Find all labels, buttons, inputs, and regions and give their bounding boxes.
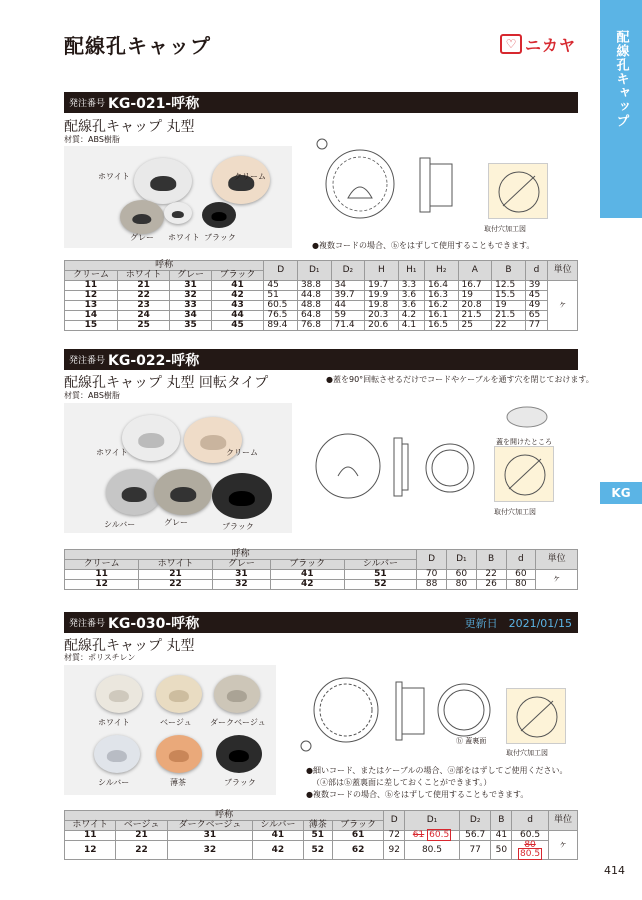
table-header-cell: ブラック (332, 821, 384, 831)
table-cell: 31 (167, 831, 252, 841)
table-cell: 19.7 (365, 281, 399, 291)
spec-table-kg030 (64, 810, 578, 860)
table-cell: 51 (344, 570, 417, 580)
table-cell: 60.5 (512, 831, 549, 841)
table-cell: ヶ (536, 570, 578, 590)
table-cell: 60.5 (264, 301, 298, 311)
table-cell: 43 (211, 301, 264, 311)
table-cell: 56.7 (459, 831, 491, 841)
table-cell: 19 (458, 291, 492, 301)
table-header-cell: D (384, 811, 405, 831)
drawing-label: 取付穴加工図 (494, 508, 536, 516)
section-header-kg022: 発注番号 KG-022-呼称 (64, 349, 578, 370)
table-cell: 11 (65, 831, 116, 841)
product-photo: ホワイト クリーム グレー ホワイト ブラック (64, 146, 292, 248)
table-cell: 45 (264, 281, 298, 291)
back-label: ⓑ 蓋裏面 (456, 737, 487, 745)
mounting-hole-diagram (506, 688, 566, 744)
table-cell: 14 (65, 311, 118, 321)
table-cell: 41 (270, 570, 344, 580)
table-cell: 21 (116, 831, 167, 841)
table-cell: 88 (417, 580, 447, 590)
table-cell: 31 (212, 570, 270, 580)
table-cell: 22 (116, 841, 167, 860)
table-cell: 19.8 (365, 301, 399, 311)
table-cell: 12 (65, 291, 118, 301)
table-cell: 16.2 (424, 301, 458, 311)
table-header-cell: シルバー (344, 560, 417, 570)
technical-drawing (312, 416, 492, 512)
section-header-kg021: 発注番号 KG-021-呼称 (64, 92, 578, 113)
table-cell: 52 (303, 841, 332, 860)
section-note: ●蓋を90°回転させるだけでコードやケーブルを通す穴を閉じておけます。 (326, 375, 594, 384)
table-header-cell: ベージュ (116, 821, 167, 831)
material-text: 材質：ABS樹脂 (64, 391, 120, 400)
table-cell (405, 831, 460, 841)
table-cell: 16.7 (458, 281, 492, 291)
old-value: 61 (412, 830, 425, 840)
order-code: KG-022-呼称 (108, 352, 200, 369)
page-title: 配線孔キャップ (64, 34, 211, 58)
table-header-cell: ダークベージュ (167, 821, 252, 831)
table-row (65, 570, 578, 580)
product-photo: ホワイト クリーム シルバー グレー ブラック (64, 403, 292, 533)
table-cell: 16.5 (424, 321, 458, 331)
table-header-cell: 呼称 (65, 261, 264, 271)
table-cell: 31 (170, 281, 211, 291)
table-cell: 80.5 (405, 841, 460, 860)
table-header-cell: ブラック (211, 271, 264, 281)
table-cell: 32 (170, 291, 211, 301)
table-cell: 44 (211, 311, 264, 321)
table-cell: 41 (491, 831, 512, 841)
table-cell: 52 (344, 580, 417, 590)
table-header-cell: A (458, 261, 492, 281)
table-cell: 26 (476, 580, 506, 590)
table-header-cell: H₁ (398, 261, 424, 281)
table-cell: 48.8 (297, 301, 331, 311)
table-cell: 42 (270, 580, 344, 590)
section-note: ●複数コードの場合、ⓑをはずして使用することもできます。 (312, 241, 535, 250)
table-cell: 22 (117, 291, 170, 301)
table-cell: 23 (117, 301, 170, 311)
table-row (65, 281, 578, 291)
table-header-cell: クリーム (65, 560, 139, 570)
open-cap-illustration (502, 403, 552, 431)
table-cell: 51 (264, 291, 298, 301)
table-header-cell: D₂ (459, 811, 491, 831)
mounting-hole-diagram (488, 163, 548, 219)
table-cell: 42 (211, 291, 264, 301)
table-cell: 32 (212, 580, 270, 590)
table-header-cell: グレー (170, 271, 211, 281)
table-cell: 44.8 (297, 291, 331, 301)
table-header-cell: 単位 (548, 261, 578, 281)
material-text: 材質：ポリスチレン (64, 653, 136, 662)
table-cell: 4.1 (398, 321, 424, 331)
table-header-cell: D₂ (331, 261, 365, 281)
table-cell: 77 (525, 321, 548, 331)
table-cell: 62 (332, 841, 384, 860)
table-row (65, 841, 578, 860)
table-header-cell: H₂ (424, 261, 458, 281)
table-row (65, 321, 578, 331)
table-cell: 21 (139, 570, 213, 580)
table-cell: 22 (476, 570, 506, 580)
table-cell: 19 (492, 301, 526, 311)
table-cell: 16.3 (424, 291, 458, 301)
table-cell: 11 (65, 281, 118, 291)
table-cell: 3.6 (398, 291, 424, 301)
table-header-cell: D (417, 550, 447, 570)
order-code: KG-021-呼称 (108, 95, 200, 112)
product-subtitle: 配線孔キャップ 丸型 (64, 638, 195, 654)
kg-index-tab[interactable]: KG (600, 482, 642, 504)
table-header-cell: クリーム (65, 271, 118, 281)
table-cell: 44 (331, 301, 365, 311)
table-cell: 12.5 (492, 281, 526, 291)
table-cell: 3.3 (398, 281, 424, 291)
drawing-label: 取付穴加工図 (506, 749, 548, 757)
table-cell: 11 (65, 570, 139, 580)
table-cell: 77 (459, 841, 491, 860)
table-cell: 80 (506, 580, 536, 590)
table-cell: 15 (65, 321, 118, 331)
table-cell: 92 (384, 841, 405, 860)
table-cell: 76.8 (297, 321, 331, 331)
product-subtitle: 配線孔キャップ 丸型 回転タイプ (64, 375, 269, 391)
table-cell: 16.1 (424, 311, 458, 321)
table-header-cell: B (476, 550, 506, 570)
table-cell: 45 (525, 291, 548, 301)
table-cell: 4.2 (398, 311, 424, 321)
table-cell: 45 (211, 321, 264, 331)
spec-table-kg022 (64, 549, 578, 590)
brand-name: ニカヤ (525, 35, 577, 55)
table-header-cell: d (512, 811, 549, 831)
table-cell: 22 (492, 321, 526, 331)
open-label: 蓋を開けたところ (496, 438, 552, 446)
drawing-label: 取付穴加工図 (484, 225, 526, 233)
table-cell: 39.7 (331, 291, 365, 301)
table-cell (512, 841, 549, 860)
heart-logo-icon: ♡ (500, 34, 522, 54)
table-cell: 21.5 (458, 311, 492, 321)
revised-value: 60.5 (429, 830, 450, 840)
table-header-cell: D₁ (447, 550, 477, 570)
section-note: ●細いコード、またはケーブルの場合、ⓐ部をはずしてご使用ください。 (306, 766, 568, 775)
material-text: 材質：ABS樹脂 (64, 135, 120, 144)
table-cell: 65 (525, 311, 548, 321)
table-row (65, 291, 578, 301)
table-cell: 21.5 (492, 311, 526, 321)
table-cell: 70 (417, 570, 447, 580)
table-cell: 24 (117, 311, 170, 321)
table-header-cell: 呼称 (65, 550, 417, 560)
table-header-cell: グレー (212, 560, 270, 570)
table-cell: 25 (458, 321, 492, 331)
table-row (65, 301, 578, 311)
revised-value: 80.5 (520, 849, 541, 859)
table-cell: 72 (384, 831, 405, 841)
order-code: KG-030-呼称 (108, 615, 200, 632)
section-header-kg030: 発注番号 KG-030-呼称 更新日 2021/01/15 (64, 612, 578, 633)
table-row (65, 311, 578, 321)
table-cell: 49 (525, 301, 548, 311)
table-cell: 60 (447, 570, 477, 580)
brand-logo (500, 33, 580, 55)
table-cell: 20.3 (365, 311, 399, 321)
table-header-cell: 単位 (548, 811, 577, 831)
table-cell: 41 (253, 831, 304, 841)
table-cell: 13 (65, 301, 118, 311)
table-cell: 71.4 (331, 321, 365, 331)
section-note: （ⓐ部はⓑ蓋裏面に差しておくことができます。） (312, 778, 492, 787)
table-cell: 34 (170, 311, 211, 321)
table-header-cell: ホワイト (65, 821, 116, 831)
table-cell: 33 (170, 301, 211, 311)
spec-table-kg021 (64, 260, 578, 331)
table-cell: 76.5 (264, 311, 298, 321)
table-cell: 51 (303, 831, 332, 841)
table-cell: 20.8 (458, 301, 492, 311)
table-header-cell: ブラック (270, 560, 344, 570)
table-cell: 32 (167, 841, 252, 860)
table-cell: 39 (525, 281, 548, 291)
table-header-cell: ホワイト (117, 271, 170, 281)
table-cell: 22 (139, 580, 213, 590)
table-header-cell: 呼称 (65, 811, 384, 821)
table-header-cell: d (525, 261, 548, 281)
side-category-tab[interactable]: 配線孔キャップ (600, 0, 642, 218)
table-header-cell: B (492, 261, 526, 281)
table-cell: 34 (331, 281, 365, 291)
table-header-cell: D₁ (297, 261, 331, 281)
table-header-cell: d (506, 550, 536, 570)
table-cell: 89.4 (264, 321, 298, 331)
table-cell: 35 (170, 321, 211, 331)
table-header-cell: D₁ (405, 811, 460, 831)
table-header-cell: D (264, 261, 298, 281)
table-cell: 41 (211, 281, 264, 291)
table-header-cell: シルバー (253, 821, 304, 831)
section-note: ●複数コードの場合、ⓑをはずして使用することもできます。 (306, 790, 529, 799)
table-cell: 3.6 (398, 301, 424, 311)
table-header-cell: ホワイト (139, 560, 213, 570)
table-cell: 19.9 (365, 291, 399, 301)
table-cell: 61 (332, 831, 384, 841)
table-header-cell: H (365, 261, 399, 281)
table-row (65, 831, 578, 841)
table-cell: 50 (491, 841, 512, 860)
table-cell: 12 (65, 841, 116, 860)
old-value: 80 (524, 840, 536, 850)
table-header-cell: B (491, 811, 512, 831)
product-subtitle: 配線孔キャップ 丸型 (64, 119, 195, 135)
table-cell: 42 (253, 841, 304, 860)
table-cell: 38.8 (297, 281, 331, 291)
table-cell: 16.4 (424, 281, 458, 291)
updated-date: 更新日 2021/01/15 (464, 616, 572, 630)
table-header-cell: 薄茶 (303, 821, 332, 831)
table-cell: 21 (117, 281, 170, 291)
table-cell: 12 (65, 580, 139, 590)
table-cell: 59 (331, 311, 365, 321)
table-cell: 25 (117, 321, 170, 331)
table-row (65, 580, 578, 590)
table-header-cell: 単位 (536, 550, 578, 570)
table-cell: 80 (447, 580, 477, 590)
table-cell: 60 (506, 570, 536, 580)
table-cell: ヶ (548, 281, 578, 331)
table-cell: 20.6 (365, 321, 399, 331)
product-photo: ホワイト ベージュ ダークベージュ シルバー 薄茶 ブラック (64, 665, 276, 795)
mounting-hole-diagram (494, 446, 554, 502)
table-cell: ヶ (548, 831, 577, 860)
page-number: 414 (604, 864, 625, 877)
table-cell: 15.5 (492, 291, 526, 301)
table-cell: 64.8 (297, 311, 331, 321)
